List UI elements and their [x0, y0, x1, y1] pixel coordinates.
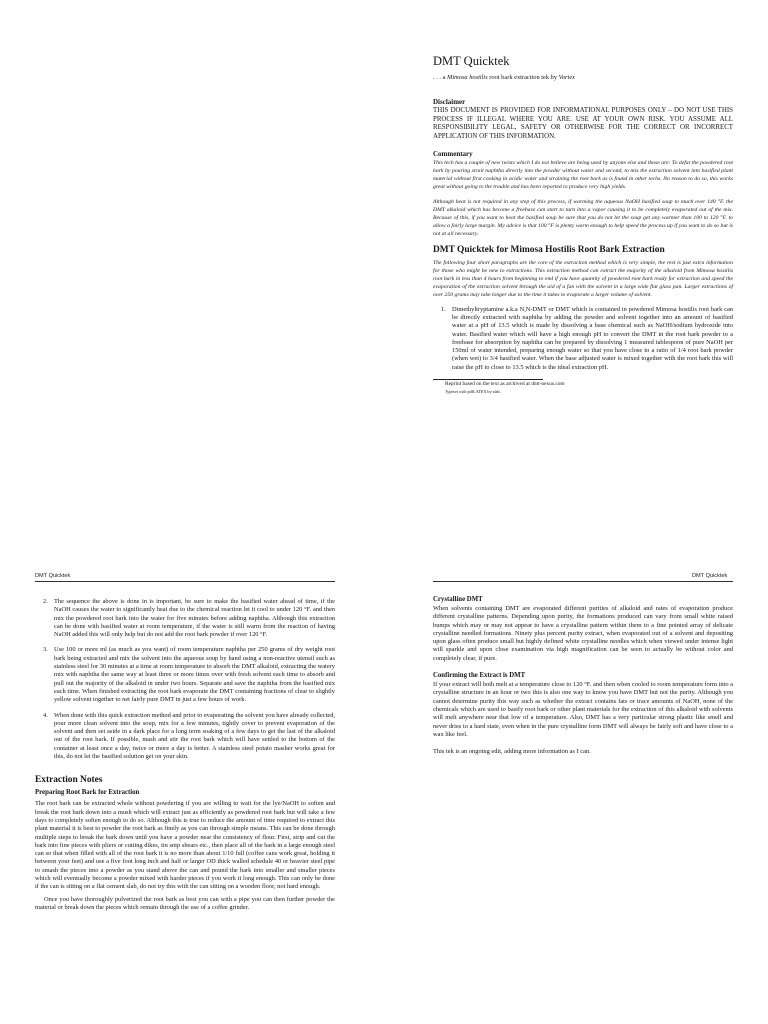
list-item-number: 1. [441, 305, 446, 313]
page-2 [35, 568, 335, 1024]
document-subtitle [433, 74, 733, 81]
page-3 [433, 568, 733, 765]
confirming-paragraph: If your extract will both melt at a temperature close to 120 °F. and then when cooled to room temperature form into a crystalline structure in an hour or two this is also one way to know you have DMT but not the purity. Although you cannot determine purity this way such as whether the extract contains fats or trace amounts of NaOH, none of the chemicals which are used to basify root bark or other plant materials for the extraction of this alkaloid with solvents will melt anywhere near that low of a temperature. Also, DMT has a very particular strong plastic like smell and never dries to a hard state, even when in the pure crystalline form DMT will always be fairly soft and have close to a wax like feel. [433, 681, 733, 738]
subtitle-mid: root bark extraction tek by [487, 74, 559, 81]
steps-list-continued [35, 598, 335, 761]
crystalline-heading: Crystalline DMT [433, 596, 483, 603]
commentary-paragraph-1: This tech has a couple of new twists which I do not believe are being used by anyone else and those are: To defat the powdered root bark by pouring strait naphtha directly into the powder without water and second, to mix the extraction solvent into basified plant material without first cooking in acidic water and straining the root bark as is found in other techs. No reason to do so, this works great without going to the trouble and has been reported to produce very high yields. [433, 159, 733, 191]
list-item-text: Use 100 or more ml (as much as you want) of room temperature naphtha per 250 grams of dry weight root bark being extracted and mix the solvent into the aqueous soup by hand using a non-reactive utensil such as stainless steel for 30 minutes at a time at room temperature to absorb the DMT alkaloid, extracting the watery mix with naphtha the same way at least three or more times over with fresh solvent each time to absorb and pull out the majority of the alkaloid in under two hours. Separate and save the naphtha from the basified mix each time. When finished extracting the root bark evaporate the DMT containing fractions of clear to slightly yellow solvent together to net fairly pure DMT in just a few hours of work. [54, 646, 335, 704]
list-item-text: When done with this quick extraction method and prior to evaporating the solvent you have already collected, pour more clean solvent into the soup, mix for a few minutes, tightly cover to prevent evaporation of the solvent and then set aside in a dark place for a long term soaking of a few days to get the last of the alkaloid out of the root bark. If possible, mash and stir the root bark which will have settled to the bottom of the container at least once a day, twice or more a day is better. A stainless steel potato masher works great for this, do not let the basified solution get on your skin. [54, 711, 335, 761]
list-item [35, 598, 335, 639]
subtitle-author: Vortex [558, 74, 575, 81]
list-item-number: 4. [43, 711, 48, 719]
section-intro: The following four short paragraphs are the core of the extraction method which is very simple, the rest is just extra information for those who might be new to extractions. This extraction method can extract the majority of the alkaloid from Mimosa hostilis root bark in less than 4 hours from beginning to end if you have quantity of powdered root bark ready for extraction and speed the evaporation of the extraction solvent through the aid of a fan with the solvent in a large wide flat glass pan. Larger extractions of over 250 grams may take longer due to the time it takes to evaporate a larger volume of solvent. [433, 259, 733, 299]
disclaimer-heading: Disclaimer [433, 98, 466, 106]
list-item-number: 2. [43, 598, 48, 605]
preparing-paragraph-1: The root bark can be extracted whole without powdering if you are willing to wait for the lye/NaOH to soften and break the root bark down into a mush which will extract just as efficiently as powdered root bark but will take a few days to completely soften enough to do so. Although this is true to reduce the amount of time required to extract this plant material it is best to powder the root bark as finely as you can through simple means. This can be done through multiple steps to break the bark down until you have a powder near the consistency of flour. First, strip and cut the bark into fine pieces with pliers or cutting dikes, tin snip shears etc., then place all of the bark in a large enough steel can so that when filled with all of the root bark it is no more than about 1/10 full (coffee cans work great, holding it between your feet) and use a five foot long inch and half or larger OD thick walled schedule 40 or heavier steel pipe to smash the pieces into a powder as you stand above the can and pound the bark into smaller and smaller pieces which will eventually become a powder mixed with harder pieces if you work it long enough. This can only be done if the can is sitting on a flat cement slab, do not try this with the can sitting on a wooden floor, not hard enough. [35, 800, 335, 891]
footnote-rule [433, 379, 543, 380]
footnote-typeset: Typeset with pdfLATEX by zlab. [445, 389, 501, 395]
subtitle-plant-name: Mimosa hostilis [447, 74, 488, 81]
running-head-right: DMT Quicktek [692, 573, 728, 579]
commentary-heading: Commentary [433, 149, 473, 158]
list-item [35, 646, 335, 704]
preparing-paragraph-2: Once you have thoroughly pulverized the root bark as best you can with a pipe you can then further powder the material or break down the pieces which remain through the use of a coffee grinder. [35, 895, 335, 911]
commentary-paragraph-2: Although heat is not required in any step of this process, if warming the aqueous NaOH basified soup to much over 140 °F. the DMT alkaloid which has become a freebase can start to turn into a vapor causing it to be completely evaporated out of the mix. Because of this, if you want to heat the basified soup be sure that you do not let the soup get any warmer than 100 to 120 °F. to allow a fairly large margin. My advice is that 100 °F is plenty warm enough to help speed the process up if you want to do so but is not at all necessary. [433, 198, 733, 238]
crystalline-paragraph: When solvents containing DMT are evaporated different purities of alkaloid and rates of evaporation produce different crystalline patterns. Depending upon purity, the formations produced can vary from small white raised bumps which may or may not appear to have a crystalline pattern within them to a fine pointed array of delicate crystalline needled formations. Ninety plus percent purity extract, when evaporated out of a solvent and depositing upon glass often produce small but highly defined white crystalline needles which when viewed under intense light will sparkle and upon close examination via high magnification can be seen to actually be without color and completely clear, if pure. [433, 605, 733, 662]
preparing-heading: Preparing Root Bark for Extraction [35, 789, 140, 797]
confirming-heading: Confirming the Extract is DMT [433, 672, 526, 680]
ongoing-edit-note: This tek is an ongoing edit, adding more information as I can. [433, 748, 591, 756]
list-item-text: Dimethyltryptamine a.k.a N,N-DMT or DMT which is contained in powdered Mimosa hostilis root bark can be directly extracted with naphtha by adding the powder and solvent together into an amount of basified water at a pH of 13.5 which is made by dissolving a base chemical such as NaOH/sodium hydroxide into water. Basified water which will have a high enough pH to convert the DMT in the root bark powder to a freebase for absorption by naphtha can be prepared by dissolving 1 measured tablespoon of pure NaOH per 150ml of water intended, preparing enough water so that you have close to a ratio of 1/4 root bark powder (when wet) to 3/4 basified water. When the base adjusted water is mixed together with the root bark this will raise the pH to close to 13.5 which is the ideal extraction pH. [452, 305, 733, 371]
list-item [433, 306, 733, 372]
list-item [35, 712, 335, 762]
steps-list [433, 306, 733, 372]
list-item-text: The sequence the above is done in is important, be sure to make the basified water ahead of time, if the NaOH causes the water to significantly heat due to the chemical reaction let it cool to under 120 °F. and then mix the powdered root bark into the water for five minutes before adding naphtha. Although this extraction can be done with basified water at room temperature, if the water is still warm from the reaction of having NaOH added this will only help but do not add the root bark powder if over 120 °F. [54, 598, 335, 639]
document-title: DMT Quicktek [433, 54, 510, 68]
subtitle-prefix: . . . a [433, 74, 448, 81]
disclaimer-text: THIS DOCUMENT IS PROVIDED FOR INFORMATIONAL PURPOSES ONLY – DO NOT USE THIS PROCESS IF ILLEGAL WHERE YOU ARE. USE AT YOUR OWN RISK. YOU ASSUME ALL RESPONSIBILITY LEGAL, SAFETY OR OTHERWISE FOR THE CORRECT OR INCORRECT APPLICATION OF THIS INFORMATION. [433, 107, 733, 141]
section-title: DMT Quicktek for Mimosa Hostilis Root Bark Extraction [433, 244, 665, 255]
extraction-notes-title: Extraction Notes [35, 775, 103, 786]
page-1 [433, 48, 733, 394]
list-item-number: 3. [43, 646, 48, 654]
running-head-left: DMT Quicktek [35, 573, 71, 579]
footnote-reprint: Reprint based on the text as archived at dmt-nexus.com [445, 381, 565, 388]
